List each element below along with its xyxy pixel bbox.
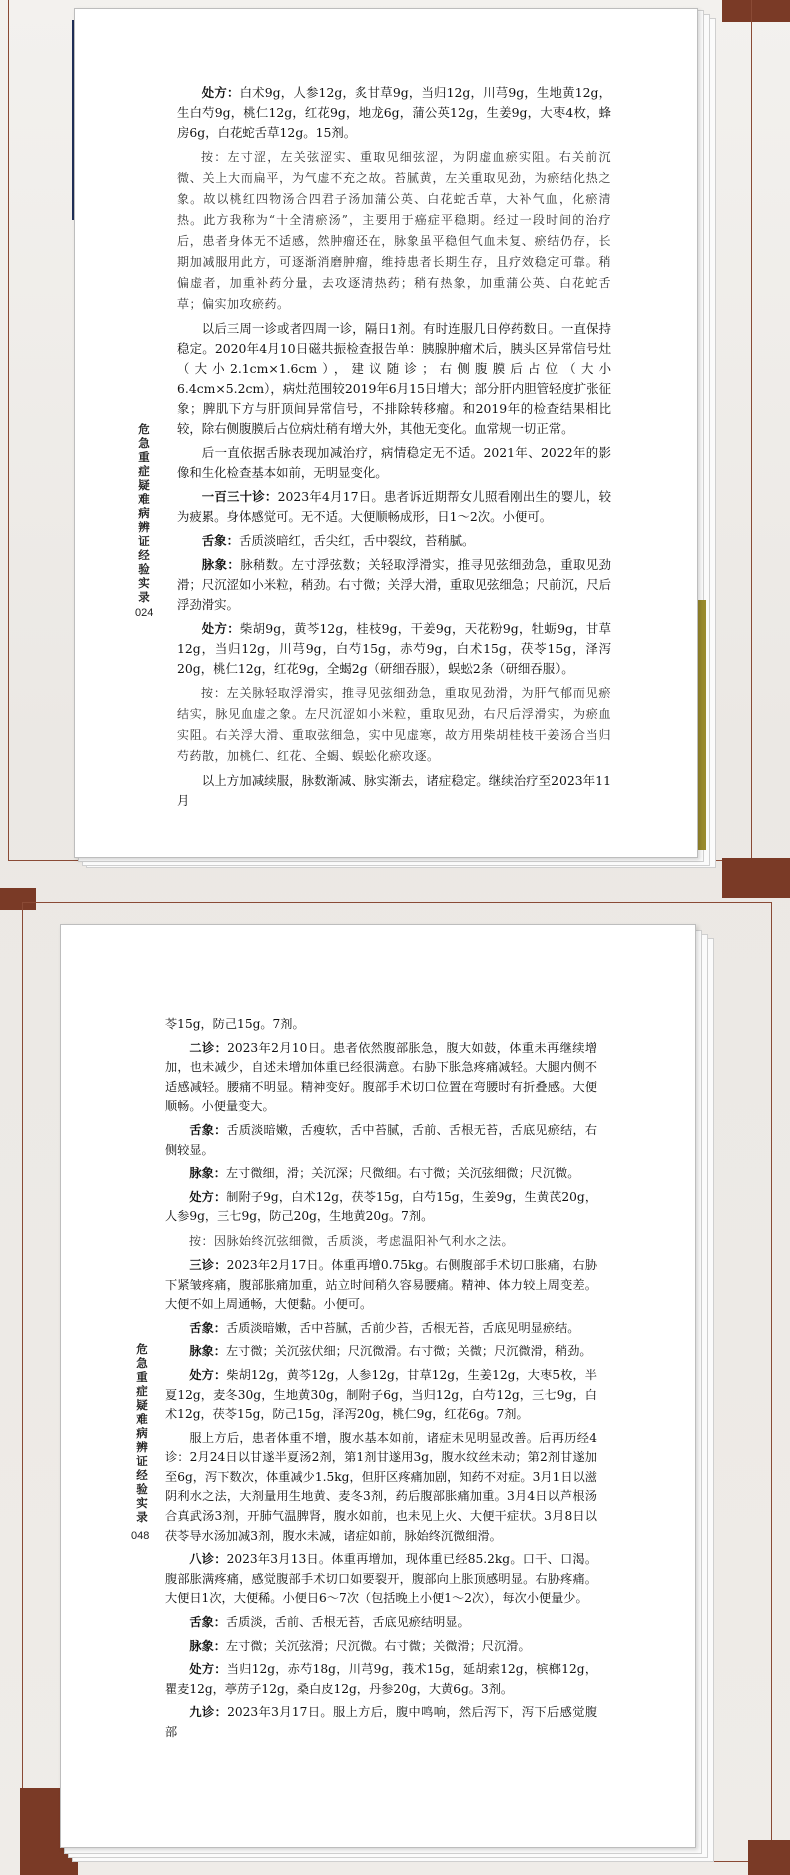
pulse-paragraph: 脉象：左寸微；关沉弦伏细；尺沉微滑。右寸微；关微；尺沉微滑，稍劲。 <box>189 1344 592 1359</box>
commentary-paragraph: 按：因脉始终沉弦细微，舌质淡，考虑温阳补气利水之法。 <box>189 1233 515 1248</box>
pulse-paragraph: 脉象：左寸微细，滑；关沉深；尺微细。右寸微；关沉弦细微；尺沉微。 <box>189 1166 580 1181</box>
prescription-paragraph: 处方：柴胡12g，黄芩12g，人参12g，甘草12g，生姜12g，大枣5枚，半夏12g，麦冬30g，生地黄30g，制附子6g，当归12g，白芍12g，三七9g，白术12g，茯苓15g，防己15g，泽泻20g，桃仁9g，红花6g。7剂。 <box>165 1367 597 1422</box>
prescription-paragraph: 处方：白术9g，人参12g，炙甘草9g，当归12g，川芎9g，生地黄12g，生白芍9g，桃仁12g，红花9g，地龙6g，蒲公英12g，生姜9g，大枣4枚，蜂房6g，白花蛇舌草12g。15剂。 <box>177 85 611 140</box>
page-body <box>165 1015 597 1747</box>
visit-paragraph: 二诊：2023年2月10日。患者依然腹部胀急，腹大如鼓，体重未再继续增加，也未减少，自述未增加体重已经很满意。右胁下胀急疼痛减轻。大腿内侧不适感减轻。腰痛不明显。精神变好。腹部手术切口位置在弯腰时有折叠感。大便顺畅。小便量变大。 <box>165 1040 598 1114</box>
book-page-1 <box>74 8 698 858</box>
pulse-paragraph: 脉象：左寸微；关沉弦滑；尺沉微。右寸微；关微滑；尺沉滑。 <box>189 1638 531 1653</box>
page-number: 024 <box>135 607 154 619</box>
page-body <box>177 83 611 815</box>
tongue-paragraph: 舌象：舌质淡暗嫩，舌瘦软，舌中苔腻，舌前、舌根无苔，舌底见瘀结，右侧较显。 <box>165 1122 598 1157</box>
pulse-paragraph: 脉象：脉稍数。左寸浮弦数；关轻取浮滑实，推寻见弦细劲急，重取见劲滑；尺沉涩如小米粒，稍劲。右寸微；关浮大滑，重取见弦细急；尺前沉，尺后浮劲滑实。 <box>177 557 612 612</box>
body-paragraph: 苓15g，防己15g。7剂。 <box>165 1017 305 1031</box>
visit-paragraph: 八诊：2023年3月13日。体重再增加，现体重已经85.2kg。口干、口渴。腹部胀满疼痛，感觉腹部手术切口如要裂开，腹部向上胀顶感明显。右胁疼痛。大便日1次，大便稀。小便日6～7次（包括晚上小便1～2次），每次小便量少。 <box>165 1552 598 1606</box>
tongue-paragraph: 舌象：舌质淡暗红，舌尖红，舌中裂纹，苔稍腻。 <box>201 533 475 548</box>
commentary-paragraph: 按：左关脉轻取浮滑实，推寻见弦细劲急，重取见劲滑，为肝气郁而见瘀结实，脉见血虚之象。左尺沉涩如小米粒，重取见劲，右尺后浮滑实，为瘀血实阻。右关浮大滑、重取弦细急，实中见虚寒，故方用柴胡桂枝干姜汤合当归芍药散，加桃仁、红花、全蝎、蜈蚣化瘀攻逐。 <box>177 686 611 763</box>
page-number: 048 <box>131 1530 150 1542</box>
body-paragraph: 服上方后，患者体重不增，腹水基本如前，诸症未见明显改善。后再历经4诊：2月24日以甘遂半夏汤2剂，第1剂甘遂用3g，腹水纹丝未动；第2剂甘遂加至6g，泻下数次，体重减少1.5kg，但肝区疼痛加剧，知药不对症。3月1日以滋阴利水之法，大剂量用生地黄、麦冬3剂，药后腹部胀痛加重。3月4日以芦根汤合真武汤3剂，开肺气温脾肾，腹水如前，也未见上火、大便干症状。3月8日以茯苓导水汤加减3剂，腹水未减，诸症如前，脉始终沉微细滑。 <box>165 1430 597 1543</box>
visit-paragraph: 三诊：2023年2月17日。体重再增0.75kg。右侧腹部手术切口胀痛，右胁下紧皱疼痛，腹部胀痛加重，站立时间稍久容易腰痛。精神、体力较上周变差。大便不如上周通畅，大便黏。小便可。 <box>165 1257 598 1312</box>
tongue-paragraph: 舌象：舌质淡，舌前、舌根无苔，舌底见瘀结明显。 <box>189 1615 470 1630</box>
body-paragraph: 后一直依据舌脉表现加减治疗，病情稳定无不适。2021年、2022年的影像和生化检查基本如前，无明显变化。 <box>177 445 611 480</box>
frame-brown-mid-right <box>722 858 790 898</box>
prescription-paragraph: 处方：制附子9g，白术12g，茯苓15g，白芍15g，生姜9g，生黄芪20g，人参9g，三七9g，防己20g，生地黄20g。7剂。 <box>165 1189 598 1224</box>
frame-brown-bottom-right <box>748 1840 790 1875</box>
commentary-paragraph: 按：左寸涩，左关弦涩实、重取见细弦涩，为阴虚血瘀实阻。右关前沉微、关上大而扁平，为气虚不充之故。苔腻黄，左关重取见劲，为瘀结化热之象。故以桃红四物汤合四君子汤加蒲公英、白花蛇舌草，大补气血，化瘀清热。此方我称为“十全清瘀汤”，主要用于癌症平稳期。经过一段时间的治疗后，患者身体无不适感，然肿瘤还在，脉象虽平稳但气血未复、瘀结仍存，长期加减服用此方，可逐渐消磨肿瘤，维持患者长期生存，且疗效稳定可靠。稍偏虚者，加重补药分量，去攻逐清热药；稍有热象，加重蒲公英、白花蛇舌草；偏实加攻瘀药。 <box>177 150 611 311</box>
book-page-2 <box>60 924 696 1848</box>
tongue-paragraph: 舌象：舌质淡暗嫩，舌中苔腻，舌前少苔，舌根无苔，舌底见明显瘀结。 <box>189 1320 580 1335</box>
body-paragraph: 以后三周一诊或者四周一诊，隔日1剂。有时连服几日停药数日。一直保持稳定。2020年4月10日磁共振检查报告单：胰腺肿瘤术后，胰头区异常信号灶（大小2.1cm×1.6cm），建议随诊；右侧腹膜后占位（大小6.4cm×5.2cm），病灶范围较2019年6月15日增大；部分肝内胆管轻度扩张征象；脾肌下方与肝顶间异常信号，不排除转移瘤。和2019年的检查结果相比较，除右侧腹膜后占位病灶稍有增大外，其他无变化。血常规一切正常。 <box>177 321 611 436</box>
running-title-vertical: 危急重症疑难病辨证经验实录 <box>138 422 150 604</box>
visit-paragraph: 一百三十诊：2023年4月17日。患者诉近期帮女儿照看刚出生的婴儿，较为疲累。身体感觉可。无不适。大便顺畅成形，日1～2次。小便可。 <box>177 489 612 524</box>
prescription-paragraph: 处方：当归12g，赤芍18g，川芎9g，莪术15g，延胡索12g，槟榔12g，瞿麦12g，葶苈子12g，桑白皮12g，丹参20g，大黄6g。3剂。 <box>165 1662 598 1696</box>
visit-paragraph: 九诊：2023年3月17日。服上方后，腹中鸣响，然后泻下，泻下后感觉腹部 <box>165 1705 598 1739</box>
book-gold-edge <box>698 600 706 850</box>
body-paragraph: 以上方加减续服，脉数渐减、脉实渐去，诸症稳定。继续治疗至2023年11月 <box>177 773 611 808</box>
running-title-vertical: 危急重症疑难病辨证经验实录 <box>136 1342 148 1524</box>
prescription-paragraph: 处方：柴胡9g，黄芩12g，桂枝9g，干姜9g，天花粉9g，牡蛎9g，甘草12g，当归12g，川芎9g，白芍15g，赤芍9g，白术15g，茯苓15g，泽泻20g，桃仁12g，红花9g，全蝎2g（研细吞服），蜈蚣2条（研细吞服）。 <box>177 621 611 676</box>
